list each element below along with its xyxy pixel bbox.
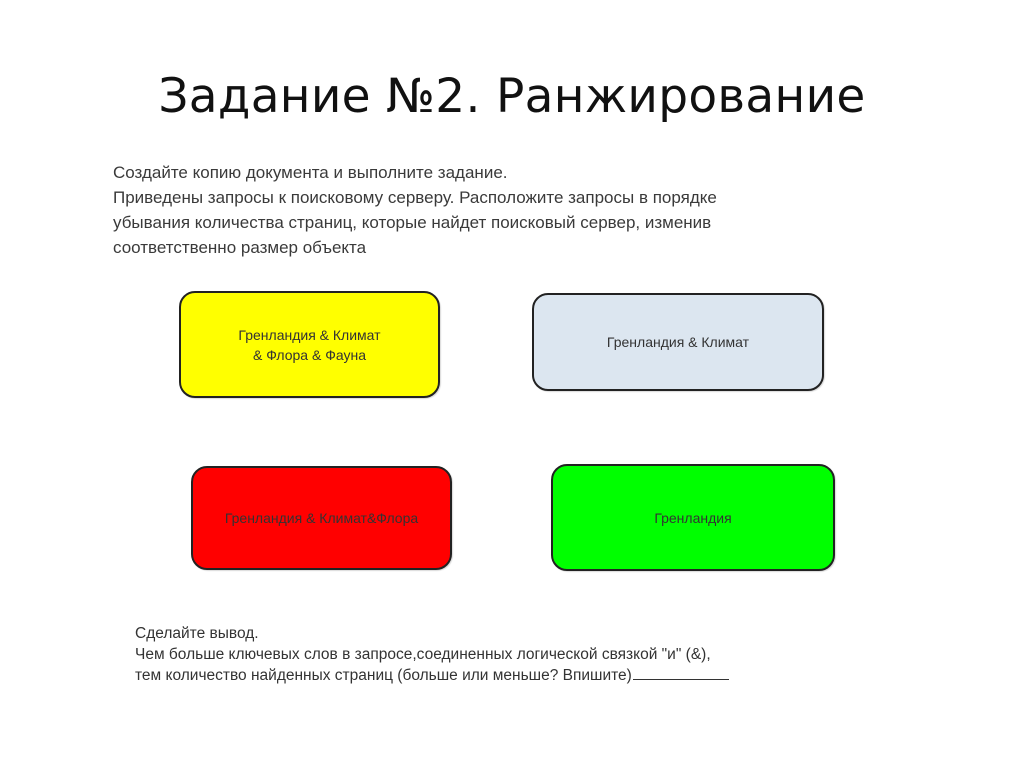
query-box-label: Гренландия & Климат&Флора bbox=[224, 510, 419, 526]
slide-title: Задание №2. Ранжирование bbox=[158, 69, 866, 124]
query-box-label: Гренландия & Климат bbox=[606, 334, 750, 350]
instructions-line: соответственно размер объекта bbox=[113, 238, 367, 257]
instructions-text bbox=[113, 160, 909, 260]
query-box-greenland[interactable] bbox=[551, 464, 835, 571]
instructions-line: убывания количества страниц, которые найдет поисковый сервер, изменив bbox=[113, 213, 712, 232]
query-box-greenland-climate-flora[interactable] bbox=[191, 466, 452, 570]
query-box-label: Гренландия & Климат & Флора & Фауна bbox=[238, 326, 381, 363]
conclusion-question: тем количество найденных страниц (больше или меньше? Впишите) bbox=[135, 667, 632, 684]
conclusion-line: Чем больше ключевых слов в запросе,соединенных логической связкой "и" (&), bbox=[135, 646, 711, 663]
conclusion-line: Сделайте вывод. bbox=[135, 625, 259, 642]
conclusion-line bbox=[135, 665, 895, 686]
instructions-line: Приведены запросы к поисковому серверу. Расположите запросы в порядке bbox=[113, 188, 717, 207]
query-box-label: Гренландия bbox=[654, 509, 732, 526]
query-box-greenland-climate[interactable] bbox=[532, 293, 824, 391]
answer-blank[interactable] bbox=[633, 665, 729, 680]
conclusion-text bbox=[135, 623, 895, 686]
query-box-greenland-climate-flora-fauna[interactable] bbox=[179, 291, 440, 398]
instructions-line: Создайте копию документа и выполните задание. bbox=[113, 163, 508, 182]
